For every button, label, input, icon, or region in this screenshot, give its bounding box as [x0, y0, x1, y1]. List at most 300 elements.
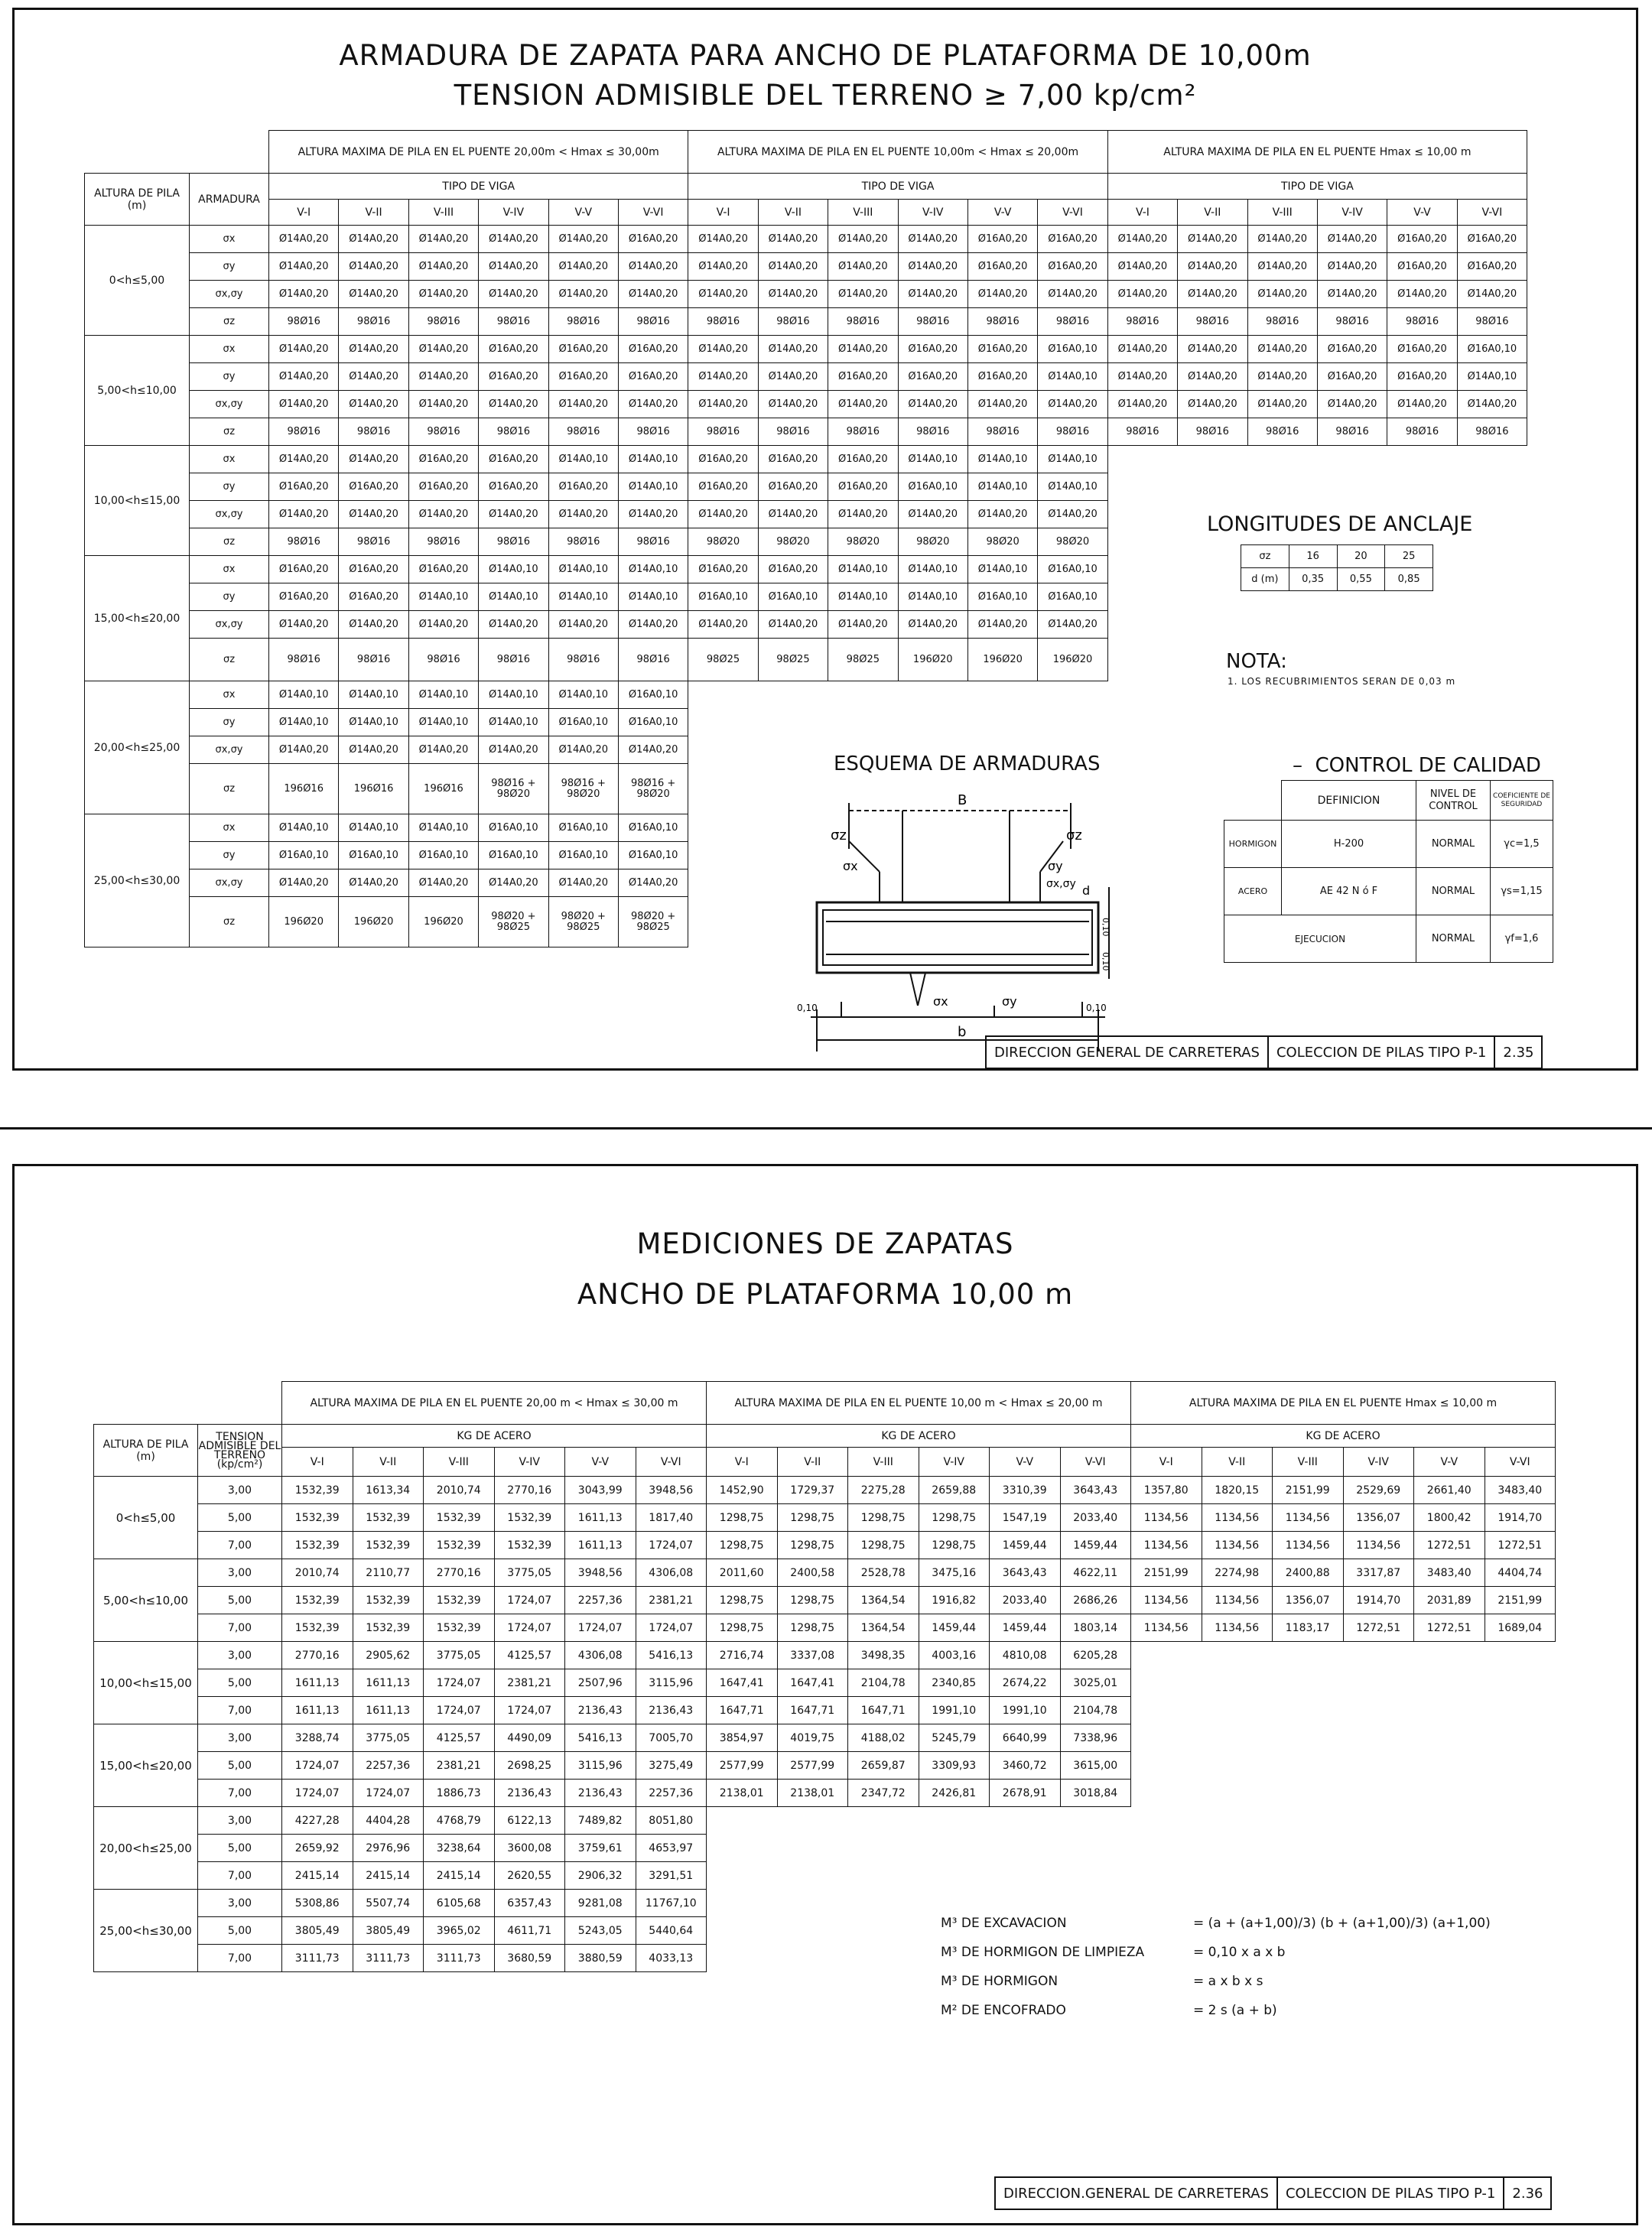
armadura-cell: Ø14A0,20 — [1317, 281, 1387, 308]
kg-cell: 11767,10 — [636, 1890, 707, 1917]
armadura-type: σx — [190, 226, 269, 253]
armadura-cell: Ø14A0,20 — [1107, 391, 1177, 418]
armadura-cell: Ø16A0,10 — [618, 681, 688, 709]
esquema-d: d — [1082, 883, 1091, 898]
armadura-cell: 98Ø16 — [1178, 418, 1247, 446]
kg-cell: 2529,69 — [1343, 1477, 1414, 1504]
armadura-cell: Ø14A0,20 — [1178, 363, 1247, 391]
tension-value: 5,00 — [198, 1752, 282, 1780]
kg-cell: 2400,88 — [1273, 1559, 1344, 1587]
kg-acero-header: KG DE ACERO — [707, 1425, 1131, 1448]
armadura-cell: 98Ø16 + 98Ø20 — [618, 764, 688, 814]
armadura-cell: Ø16A0,20 — [688, 556, 758, 583]
sheet2-footer-org: DIRECCION.GENERAL DE CARRETERAS — [995, 2177, 1277, 2209]
kg-cell: 2151,99 — [1273, 1477, 1344, 1504]
armadura-cell: Ø16A0,20 — [339, 556, 408, 583]
armadura-cell: Ø16A0,10 — [688, 583, 758, 611]
kg-cell: 1134,56 — [1343, 1532, 1414, 1559]
armadura-cell: Ø14A0,10 — [479, 709, 548, 736]
armadura-cell: 98Ø16 — [618, 639, 688, 681]
kg-cell: 1532,39 — [353, 1614, 424, 1642]
anclaje-row-1: 0,35 — [1289, 568, 1337, 591]
armadura-cell: 98Ø16 — [479, 308, 548, 336]
armadura-cell: 98Ø25 — [688, 639, 758, 681]
armadura-cell: Ø14A0,20 — [1247, 363, 1317, 391]
mediciones-row — [94, 1504, 1556, 1532]
armadura-cell: Ø16A0,20 — [479, 446, 548, 473]
armadura-cell: 98Ø16 — [339, 308, 408, 336]
armadura-cell: Ø14A0,10 — [548, 446, 618, 473]
kg-cell: 3111,73 — [282, 1945, 353, 1972]
armadura-cell: 98Ø16 — [967, 308, 1037, 336]
viga-header: V-II — [339, 200, 408, 226]
mediciones-row — [94, 1697, 1556, 1724]
kg-cell: 2415,14 — [353, 1862, 424, 1890]
armadura-cell: 98Ø20 — [898, 528, 967, 556]
kg-cell: 1729,37 — [777, 1477, 848, 1504]
armadura-cell: Ø14A0,20 — [618, 869, 688, 897]
nota-title: NOTA: — [1226, 650, 1287, 673]
armadura-cell: Ø16A0,20 — [967, 363, 1037, 391]
kg-cell: 1800,42 — [1414, 1504, 1485, 1532]
mediciones-row — [94, 1724, 1556, 1752]
kg-cell: 4306,08 — [565, 1642, 636, 1669]
formula-eq-0: = (a + (a+1,00)/3) (b + (a+1,00)/3) (a+1,00) — [1193, 1916, 1491, 1931]
kg-cell: 3337,08 — [777, 1642, 848, 1669]
viga-header: V-V — [565, 1448, 636, 1477]
col-armadura: ARMADURA — [190, 174, 269, 226]
armadura-cell: Ø14A0,20 — [408, 281, 478, 308]
kg-cell: 1991,10 — [919, 1697, 990, 1724]
armadura-cell: 98Ø16 — [548, 528, 618, 556]
kg-cell: 4404,28 — [353, 1807, 424, 1835]
tension-value: 3,00 — [198, 1477, 282, 1504]
kg-cell: 2110,77 — [353, 1559, 424, 1587]
kg-cell: 1272,51 — [1414, 1614, 1485, 1642]
tension-value: 3,00 — [198, 1724, 282, 1752]
armadura-cell: Ø14A0,20 — [1247, 281, 1317, 308]
armadura-cell: Ø14A0,20 — [828, 391, 898, 418]
kg-cell: 3805,49 — [282, 1917, 353, 1945]
armadura-type: σz — [190, 418, 269, 446]
kg-cell: 3775,05 — [494, 1559, 565, 1587]
kg-cell: 2976,96 — [353, 1835, 424, 1862]
armadura-cell: 196Ø16 — [269, 764, 339, 814]
armadura-cell: Ø14A0,20 — [1178, 391, 1247, 418]
armadura-cell: Ø14A0,20 — [408, 226, 478, 253]
armadura-cell: Ø16A0,10 — [967, 583, 1037, 611]
kg-cell: 1532,39 — [494, 1504, 565, 1532]
kg-cell: 3775,05 — [353, 1724, 424, 1752]
tension-value: 7,00 — [198, 1532, 282, 1559]
viga-header: V-III — [408, 200, 478, 226]
altura-label: 25,00<h≤30,00 — [85, 814, 190, 947]
viga-header: V-III — [848, 1448, 919, 1477]
kg-cell: 1724,07 — [636, 1614, 707, 1642]
armadura-cell: Ø14A0,20 — [408, 363, 478, 391]
armadura-cell: Ø14A0,20 — [1178, 253, 1247, 281]
kg-cell: 1364,54 — [848, 1614, 919, 1642]
armadura-cell: Ø14A0,20 — [1107, 363, 1177, 391]
armadura-cell: Ø14A0,20 — [269, 226, 339, 253]
mediciones-row — [94, 1614, 1556, 1642]
viga-header: V-IV — [479, 200, 548, 226]
viga-header: V-VI — [636, 1448, 707, 1477]
armadura-cell: Ø14A0,20 — [898, 253, 967, 281]
kg-cell: 2381,21 — [494, 1669, 565, 1697]
kg-cell: 6357,43 — [494, 1890, 565, 1917]
armadura-cell: 98Ø16 — [269, 418, 339, 446]
kg-cell: 3600,08 — [494, 1835, 565, 1862]
kg-cell: 3018,84 — [1060, 1780, 1131, 1807]
control-title-text: CONTROL DE CALIDAD — [1315, 754, 1541, 777]
armadura-row — [85, 253, 1527, 281]
armadura-cell: Ø16A0,20 — [758, 446, 828, 473]
kg-cell: 4125,57 — [494, 1642, 565, 1669]
esquema-sy-bottom: σy — [1002, 994, 1017, 1009]
armadura-cell: Ø16A0,20 — [967, 336, 1037, 363]
kg-cell: 2257,36 — [636, 1780, 707, 1807]
tension-value: 7,00 — [198, 1614, 282, 1642]
armadura-cell: Ø14A0,10 — [269, 814, 339, 842]
kg-cell: 2011,60 — [707, 1559, 778, 1587]
viga-header: V-IV — [494, 1448, 565, 1477]
armadura-cell: 98Ø16 — [1107, 308, 1177, 336]
armadura-cell: Ø14A0,20 — [408, 253, 478, 281]
mediciones-row — [94, 1780, 1556, 1807]
armadura-cell: Ø14A0,20 — [269, 281, 339, 308]
viga-header: V-I — [1107, 200, 1177, 226]
armadura-cell: Ø16A0,20 — [898, 336, 967, 363]
armadura-cell: Ø14A0,20 — [1038, 501, 1107, 528]
armadura-cell: Ø14A0,20 — [1178, 226, 1247, 253]
viga-header: V-III — [1247, 200, 1317, 226]
kg-cell: 2659,88 — [919, 1477, 990, 1504]
kg-cell: 7338,96 — [1060, 1724, 1131, 1752]
control-r1-label: ACERO — [1224, 868, 1282, 915]
sheet1-title-line1: ARMADURA DE ZAPATA PARA ANCHO DE PLATAFORMA DE 10,00m — [339, 39, 1312, 72]
kg-cell: 2104,78 — [848, 1669, 919, 1697]
armadura-cell: Ø14A0,20 — [408, 736, 478, 764]
kg-cell: 2770,16 — [494, 1477, 565, 1504]
armadura-cell: Ø14A0,20 — [688, 363, 758, 391]
kg-cell: 1817,40 — [636, 1504, 707, 1532]
viga-header: V-V — [548, 200, 618, 226]
control-h-def: DEFINICION — [1282, 781, 1416, 821]
group-header: ALTURA MAXIMA DE PILA EN EL PUENTE Hmax ≤ 10,00 m — [1107, 131, 1527, 174]
kg-cell: 1724,07 — [424, 1697, 495, 1724]
kg-cell: 3965,02 — [424, 1917, 495, 1945]
corner-blank — [94, 1382, 282, 1425]
armadura-cell: Ø14A0,20 — [339, 736, 408, 764]
armadura-cell: Ø14A0,20 — [408, 611, 478, 639]
kg-cell: 1532,39 — [353, 1532, 424, 1559]
armadura-cell: Ø14A0,20 — [408, 501, 478, 528]
armadura-cell: Ø16A0,10 — [1038, 583, 1107, 611]
kg-cell: 1611,13 — [565, 1504, 636, 1532]
armadura-cell: Ø16A0,20 — [1387, 253, 1457, 281]
armadura-cell: Ø14A0,20 — [1317, 391, 1387, 418]
kg-cell: 3288,74 — [282, 1724, 353, 1752]
kg-cell: 2010,74 — [424, 1477, 495, 1504]
esquema-sx-bottom: σx — [933, 994, 948, 1009]
control-h-nivel: NIVEL DE CONTROL — [1416, 781, 1491, 821]
esquema-sz-left: σz — [831, 827, 847, 843]
kg-cell: 1134,56 — [1273, 1532, 1344, 1559]
armadura-cell: Ø14A0,20 — [269, 391, 339, 418]
armadura-cell: Ø14A0,20 — [1107, 336, 1177, 363]
armadura-cell: Ø14A0,10 — [828, 583, 898, 611]
kg-cell: 4033,13 — [636, 1945, 707, 1972]
kg-cell: 1356,07 — [1273, 1587, 1344, 1614]
kg-cell: 1613,34 — [353, 1477, 424, 1504]
kg-cell: 2104,78 — [1060, 1697, 1131, 1724]
armadura-cell: Ø14A0,10 — [479, 681, 548, 709]
kg-cell: 1689,04 — [1485, 1614, 1556, 1642]
armadura-cell: Ø14A0,20 — [898, 391, 967, 418]
kg-cell: 3759,61 — [565, 1835, 636, 1862]
armadura-cell: Ø14A0,20 — [1387, 391, 1457, 418]
kg-cell: 2381,21 — [636, 1587, 707, 1614]
altura-label: 10,00<h≤15,00 — [85, 446, 190, 556]
kg-cell: 1532,39 — [424, 1587, 495, 1614]
viga-header: V-IV — [919, 1448, 990, 1477]
kg-cell: 3238,64 — [424, 1835, 495, 1862]
kg-cell: 3111,73 — [353, 1945, 424, 1972]
armadura-cell: Ø14A0,10 — [548, 583, 618, 611]
kg-cell: 2031,89 — [1414, 1587, 1485, 1614]
kg-cell: 3310,39 — [990, 1477, 1061, 1504]
armadura-cell: Ø16A0,20 — [269, 583, 339, 611]
control-r2-coef: γf=1,6 — [1491, 915, 1553, 963]
kg-cell: 2686,26 — [1060, 1587, 1131, 1614]
armadura-cell: Ø14A0,10 — [548, 556, 618, 583]
control-r2-label: EJECUCION — [1224, 915, 1416, 963]
altura-label: 10,00<h≤15,00 — [94, 1642, 198, 1724]
armadura-row — [85, 391, 1527, 418]
armadura-cell: Ø14A0,20 — [1038, 281, 1107, 308]
kg-cell: 1298,75 — [707, 1504, 778, 1532]
kg-cell: 1532,39 — [424, 1614, 495, 1642]
armadura-cell: 98Ø16 — [479, 528, 548, 556]
armadura-cell: Ø16A0,20 — [479, 336, 548, 363]
kg-cell: 1991,10 — [990, 1697, 1061, 1724]
anclaje-row-2: 0,55 — [1337, 568, 1385, 591]
armadura-cell: Ø14A0,20 — [479, 226, 548, 253]
altura-label: 5,00<h≤10,00 — [85, 336, 190, 446]
armadura-cell: Ø16A0,20 — [618, 363, 688, 391]
armadura-cell: 98Ø16 — [339, 639, 408, 681]
kg-cell: 7005,70 — [636, 1724, 707, 1752]
control-r0-nivel: NORMAL — [1416, 821, 1491, 868]
armadura-cell: Ø16A0,20 — [1387, 336, 1457, 363]
kg-cell: 1724,07 — [353, 1780, 424, 1807]
esquema-sx-left: σx — [843, 859, 858, 873]
armadura-cell: Ø14A0,20 — [479, 611, 548, 639]
armadura-cell: 98Ø16 — [1457, 308, 1527, 336]
sheet1-title-line2: TENSION ADMISIBLE DEL TERRENO ≥ 7,00 kp/cm² — [454, 79, 1197, 112]
kg-cell: 1724,07 — [565, 1614, 636, 1642]
tension-value: 5,00 — [198, 1587, 282, 1614]
control-h-coef: COEFICIENTE DE SEGURIDAD — [1491, 781, 1553, 821]
kg-cell: 3115,96 — [565, 1752, 636, 1780]
tension-value: 5,00 — [198, 1669, 282, 1697]
kg-cell: 5416,13 — [636, 1642, 707, 1669]
armadura-cell: Ø14A0,20 — [1038, 391, 1107, 418]
armadura-cell: Ø14A0,20 — [548, 736, 618, 764]
viga-header: V-IV — [1343, 1448, 1414, 1477]
header-row-vigas — [85, 200, 1527, 226]
viga-header: V-II — [758, 200, 828, 226]
armadura-cell: Ø14A0,20 — [1107, 281, 1177, 308]
formula-row — [941, 1945, 1491, 1974]
kg-cell: 1532,39 — [282, 1477, 353, 1504]
kg-cell: 1803,14 — [1060, 1614, 1131, 1642]
tension-value: 3,00 — [198, 1807, 282, 1835]
viga-header: V-V — [1387, 200, 1457, 226]
kg-cell: 1298,75 — [848, 1504, 919, 1532]
armadura-cell: Ø14A0,20 — [339, 336, 408, 363]
armadura-cell: Ø14A0,20 — [688, 336, 758, 363]
armadura-cell: 98Ø16 — [898, 418, 967, 446]
kg-cell: 1452,90 — [707, 1477, 778, 1504]
formula-row — [941, 1916, 1491, 1945]
armadura-cell: Ø14A0,10 — [1457, 363, 1527, 391]
armadura-cell: 98Ø16 — [618, 528, 688, 556]
armadura-cell: Ø14A0,10 — [1038, 363, 1107, 391]
esquema-sz-right: σz — [1066, 827, 1082, 843]
esquema-vdim-1: 0,10 — [1101, 918, 1111, 937]
armadura-cell: 98Ø16 — [269, 528, 339, 556]
armadura-cell: Ø16A0,20 — [269, 473, 339, 501]
control-r1-coef: γs=1,15 — [1491, 868, 1553, 915]
armadura-cell: Ø16A0,10 — [898, 473, 967, 501]
kg-cell: 1916,82 — [919, 1587, 990, 1614]
kg-cell: 1134,56 — [1202, 1532, 1273, 1559]
armadura-cell: 196Ø16 — [339, 764, 408, 814]
armadura-cell: Ø16A0,20 — [688, 473, 758, 501]
esquema-b: b — [958, 1024, 967, 1040]
armadura-cell: Ø14A0,20 — [479, 501, 548, 528]
kg-cell: 1532,39 — [282, 1587, 353, 1614]
kg-cell: 2674,22 — [990, 1669, 1061, 1697]
armadura-cell: Ø14A0,20 — [898, 281, 967, 308]
kg-cell: 4227,28 — [282, 1807, 353, 1835]
armadura-cell: 98Ø20 — [967, 528, 1037, 556]
kg-cell: 5440,64 — [636, 1917, 707, 1945]
viga-header: V-I — [707, 1448, 778, 1477]
viga-header: V-IV — [898, 200, 967, 226]
armadura-cell: Ø16A0,20 — [688, 446, 758, 473]
kg-cell: 2381,21 — [424, 1752, 495, 1780]
kg-cell: 3643,43 — [990, 1559, 1061, 1587]
kg-cell: 3483,40 — [1414, 1559, 1485, 1587]
armadura-cell: Ø14A0,20 — [758, 253, 828, 281]
kg-cell: 2138,01 — [707, 1780, 778, 1807]
armadura-cell: Ø14A0,20 — [1107, 253, 1177, 281]
sheet1-footer-num: 2.35 — [1494, 1036, 1542, 1068]
armadura-cell: 98Ø16 — [618, 308, 688, 336]
armadura-type: σx,σy — [190, 501, 269, 528]
armadura-cell: 98Ø16 — [618, 418, 688, 446]
mediciones-row — [94, 1752, 1556, 1780]
armadura-cell: Ø14A0,20 — [688, 253, 758, 281]
armadura-cell: Ø14A0,20 — [269, 736, 339, 764]
armadura-cell: Ø14A0,10 — [898, 583, 967, 611]
sheet1-footer — [985, 1035, 1543, 1069]
armadura-cell: Ø16A0,20 — [898, 363, 967, 391]
anclaje-head-0: σz — [1241, 545, 1289, 568]
tension-value: 3,00 — [198, 1559, 282, 1587]
armadura-cell: Ø14A0,20 — [269, 253, 339, 281]
armadura-cell: Ø16A0,20 — [1387, 226, 1457, 253]
sheet1-footer-coll: COLECCION DE PILAS TIPO P-1 — [1268, 1036, 1494, 1068]
armadura-row — [85, 308, 1527, 336]
armadura-cell: 98Ø16 — [1107, 418, 1177, 446]
armadura-cell: Ø16A0,20 — [1457, 253, 1527, 281]
armadura-cell: Ø14A0,20 — [828, 226, 898, 253]
kg-cell: 2136,43 — [565, 1697, 636, 1724]
armadura-cell: Ø14A0,10 — [548, 681, 618, 709]
armadura-cell: 98Ø16 — [408, 639, 478, 681]
kg-cell: 3275,49 — [636, 1752, 707, 1780]
kg-cell: 3483,40 — [1485, 1477, 1556, 1504]
armadura-cell: 98Ø16 — [479, 639, 548, 681]
kg-cell: 4125,57 — [424, 1724, 495, 1752]
armadura-cell: Ø16A0,20 — [967, 226, 1037, 253]
kg-cell: 1647,71 — [777, 1697, 848, 1724]
armadura-cell: Ø16A0,10 — [548, 709, 618, 736]
kg-cell: 4404,74 — [1485, 1559, 1556, 1587]
kg-cell: 4019,75 — [777, 1724, 848, 1752]
armadura-type: σz — [190, 308, 269, 336]
armadura-cell: 98Ø16 + 98Ø20 — [548, 764, 618, 814]
armadura-cell: Ø14A0,20 — [898, 226, 967, 253]
armadura-cell: Ø14A0,20 — [479, 736, 548, 764]
armadura-type: σz — [190, 897, 269, 947]
armadura-cell: Ø14A0,20 — [1178, 281, 1247, 308]
armadura-cell: Ø14A0,10 — [339, 709, 408, 736]
kg-cell: 1611,13 — [565, 1532, 636, 1559]
kg-cell: 2033,40 — [990, 1587, 1061, 1614]
armadura-type: σx,σy — [190, 869, 269, 897]
armadura-cell: Ø16A0,10 — [758, 583, 828, 611]
kg-cell: 1134,56 — [1273, 1504, 1344, 1532]
armadura-cell: Ø14A0,20 — [479, 253, 548, 281]
armadura-cell: Ø14A0,20 — [548, 501, 618, 528]
armadura-cell: 98Ø16 — [1457, 418, 1527, 446]
armadura-row — [85, 226, 1527, 253]
armadura-cell: Ø14A0,20 — [967, 501, 1037, 528]
armadura-cell: 98Ø16 — [898, 308, 967, 336]
kg-cell: 4611,71 — [494, 1917, 565, 1945]
formulas — [941, 1916, 1491, 2032]
armadura-cell: 98Ø16 — [408, 528, 478, 556]
armadura-cell: Ø14A0,10 — [898, 556, 967, 583]
kg-cell: 1532,39 — [282, 1614, 353, 1642]
tension-value: 5,00 — [198, 1917, 282, 1945]
esquema-sy-right: σy — [1048, 859, 1063, 873]
altura-label: 20,00<h≤25,00 — [94, 1807, 198, 1890]
armadura-cell: 98Ø16 — [1038, 308, 1107, 336]
header-row-vigas — [94, 1448, 1556, 1477]
kg-cell: 3775,05 — [424, 1642, 495, 1669]
control-title — [1293, 754, 1541, 777]
armadura-cell: Ø14A0,20 — [758, 501, 828, 528]
armadura-cell: 196Ø20 — [967, 639, 1037, 681]
altura-label: 25,00<h≤30,00 — [94, 1890, 198, 1972]
kg-cell: 3680,59 — [494, 1945, 565, 1972]
